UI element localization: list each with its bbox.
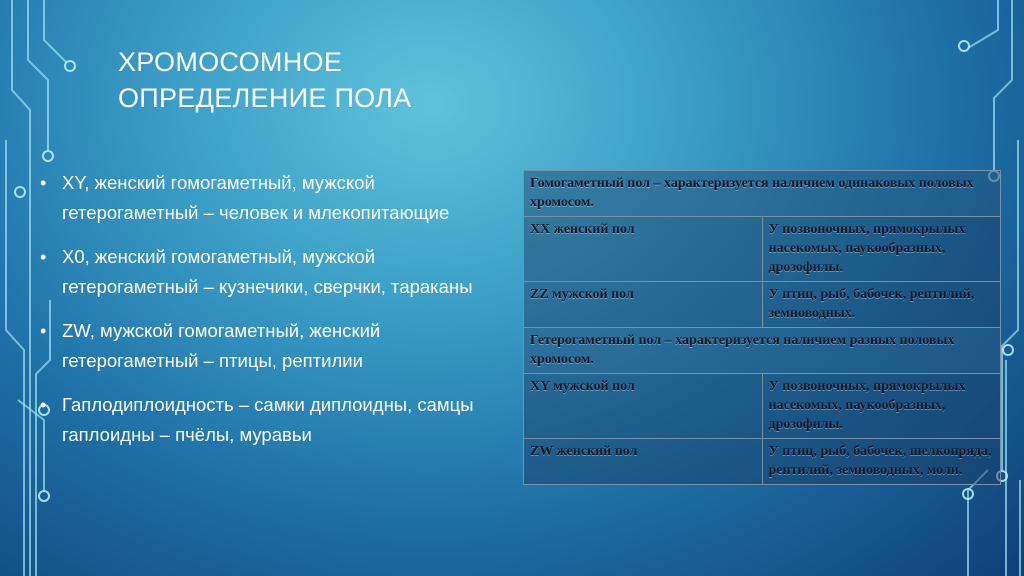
sex-cell: ZW женский пол xyxy=(524,439,763,485)
table-row xyxy=(524,282,1001,328)
bullet-xy xyxy=(40,168,490,228)
sex-cell: XY мужской пол xyxy=(524,374,763,439)
bullet-marker: • xyxy=(40,321,47,341)
table-row xyxy=(524,439,1001,485)
table-header-row xyxy=(524,328,1001,374)
groups-cell: У птиц, рыб, бабочек, рептилий, земноводных. xyxy=(762,282,1001,328)
bullet-zw xyxy=(40,316,490,376)
groups-cell: У позвоночных, прямокрылых насекомых, паукообразных, дрозофилы. xyxy=(762,374,1001,439)
table-header-row xyxy=(524,171,1001,217)
homogametic-header: Гомогаметный пол – характеризуется наличием одинаковых половых хромосом. xyxy=(524,171,1001,217)
table-row xyxy=(524,217,1001,282)
sex-determination-table xyxy=(523,170,1001,485)
table-row xyxy=(524,374,1001,439)
title-line-1: ХРОМОСОМНОЕ xyxy=(118,47,343,77)
bullet-x0 xyxy=(40,242,490,302)
bullet-haplodiploidy xyxy=(40,390,490,450)
bullet-text: XY, женский гомогаметный, мужской гетерогаметный – человек и млекопитающие xyxy=(62,172,450,223)
bullet-list xyxy=(40,168,490,464)
bullet-marker: • xyxy=(40,173,47,193)
sex-cell: ZZ мужской пол xyxy=(524,282,763,328)
bullet-text: Гаплодиплоидность – самки диплоидны, самцы гаплоидны – пчёлы, муравьи xyxy=(62,394,474,445)
bullet-text: ZW, мужской гомогаметный, женский гетерогаметный – птицы, рептилии xyxy=(62,320,381,371)
bullet-marker: • xyxy=(40,247,47,267)
title-line-2: ОПРЕДЕЛЕНИЕ ПОЛА xyxy=(118,83,412,113)
groups-cell: У птиц, рыб, бабочек, шелкопряда, рептилий, земноводных, моли. xyxy=(762,439,1001,485)
heterogametic-header: Гетерогаметный пол – характеризуется наличием разных половых хромосом. xyxy=(524,328,1001,374)
groups-cell: У позвоночных, прямокрылых насекомых, паукообразных, дрозофилы. xyxy=(762,217,1001,282)
page-title xyxy=(118,44,638,116)
sex-cell: XX женский пол xyxy=(524,217,763,282)
bullet-marker: • xyxy=(40,395,47,415)
bullet-text: X0, женский гомогаметный, мужской гетерогаметный – кузнечики, сверчки, тараканы xyxy=(62,246,473,297)
